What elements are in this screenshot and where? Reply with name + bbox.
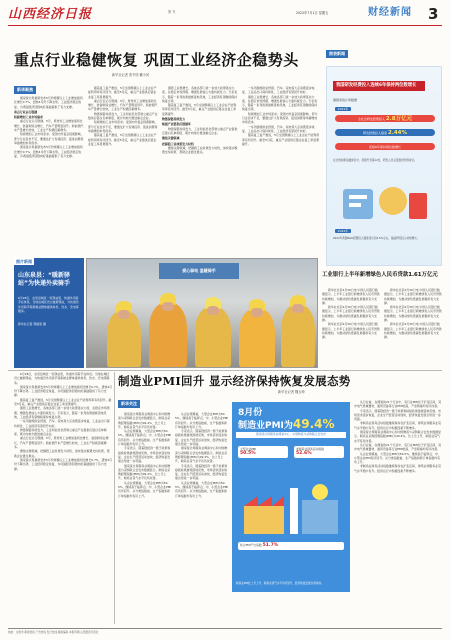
pmi-column-2: 从企业规模看，大型企业PMI为50.5%，继续高于临界点；中、小型企业PMI有所回升。从分类指数看，生产指数和新订单指数均有所上升。 专家表示，随着稳经济一揽子政策和接续政策措施落地见效，市场需求逐步恢复，企业生产经营活动加快，经济恢复发展态势进一步巩固。 国家统计局服务业调查中心和中国物流与采购联合会发布数据显示，制造业采购经理指数(PMI)为49.4%，比上月上升，制造业景气水平有所改善。 专家表示，随着稳经济一揽子政策和接续政策措施落地见效，市场需求逐步恢复，企业生产经营活动加快，经济恢复发展态势进一步巩固。 从企业规模看，大型企业PMI为50.5%，继续高于临界点；中、小型企业PMI有所回升。从分类指数看，生产指数和新订单指数均有所上升。: [175, 412, 229, 498]
news-photo: [86, 258, 318, 368]
pmi-graphic-title: 8月份 制造业PMI为49.4%: [238, 408, 335, 431]
courier-figure: [281, 305, 315, 367]
lead-column-1: 国家统计局最新发布5月份规模以上工业增加值同比增长0.7%，扭转4月份下降态势。工业经济稳定恢复，为巩固经济回稳向好基础提供了有力支撑。 重点行业运行稳健 积极增加工业市场需求 重点行业运行稳健。5月，原材料工业增加值同比增长、装备制造业增长，汽车产量明显回升。新能源汽车产量增长较快，工业生产积极因素增多。 积极增加工业市场需求。受国内外复杂因素影响，部分行业需求不足，要通过扩大有效投资、促进消费等举措增加市场需求。 国家统计局最新发布5月份规模以上工业增加值同比增长0.7%，扭转4月份下降态势。工业经济稳定恢复，为巩固经济回稳向好基础提供了有力支撑。: [14, 96, 84, 158]
masthead: [8, 4, 442, 26]
rnd-infographic: [326, 66, 442, 266]
section-name: 财经新闻: [368, 7, 412, 18]
factory-illustration-icon: [240, 478, 342, 538]
page-number: 3: [428, 5, 439, 23]
year-badge-2022: 2022年: [335, 229, 351, 233]
pmi-source: 国家统计局服务业调查中心、中国物流与采购联合会发布: [236, 432, 346, 438]
pmi-footnote: 制造业PMI比上月上升，制造业景气水平有所回升，经济恢复发展态势持续。: [236, 582, 324, 586]
lead-section-tag: 新华聚焦: [14, 86, 36, 94]
photo-news-tag: 图片新闻: [16, 259, 32, 264]
lead-column-4: 一系列措施助企纾困，汽车、家电等大宗消费逐步恢复，工业品出口保持韧性，工业经济有望回升向好。 围绕工业稳增长，各地各部门进一步加大政策落实力度，在稳定市场预期、增强发展信心方面持续发力。专家表示，随着一系列政策措施落地见效，工业经济有望继续保持恢复态势。 积极增加工业市场需求。受国内外复杂因素影响，部分行业需求不足，要通过扩大有效投资、促进消费等举措增加市场需求。 一系列措施助企纾困，汽车、家电等大宗消费逐步恢复，工业品出口保持韧性，工业经济有望回升向好。 随着复工复产推进，5月全国规模以上工业企业产能利用率有所回升。截至5月底，重点产业链供应链企业复工率显著提升。: [242, 86, 320, 146]
page-footer: 地址：太原市 新闻热线 广告热线 发行热线 邮政编码 本报印刷 山西经济日报社: [8, 628, 442, 634]
lead-headline: 重点行业稳健恢复 巩固工业经济企稳势头: [14, 51, 299, 69]
infographic-note: 在全球创新指数排名中，我国升至第12位，研发人员总量稳居世界首位。: [333, 159, 417, 162]
infographic-note-2: 2022年我国R&D经费投入强度将达到2.5%左右，基础研究投入持续增长。: [333, 237, 420, 240]
stat-growth: 连续6年保持两位数增长: [335, 143, 435, 150]
pmi-infographic: [232, 402, 350, 592]
pmi-headline: 制造业PMI回升 显示经济保持恢复发展态势: [118, 374, 351, 388]
photo-caption-box: [14, 258, 84, 368]
lead-column-3: 围绕工业稳增长，各地各部门进一步加大政策落实力度，在稳定市场预期、增强发展信心方面持续发力。专家表示，随着一系列政策措施落地见效，工业经济有望继续保持恢复态势。 随着复工复产推进，5月全国规模以上工业企业产能利用率有所回升。截至5月底，重点产业链供应链企业复工率显著提升。 物链保链持续发力 畅通产业链供应链循环 物链保链持续发力，工业和信息化部建立重点产业链供应链白名单制度，累计向地方推送重点企业。 聚焦关键领域 把握稳工业政策发力时机 聚焦关键领域，把握稳工业政策发力时机，加快落实税费支持政策，帮助企业渡过难关。: [162, 86, 238, 155]
pmi-byline: 新华社记者 魏玉坤: [278, 390, 305, 394]
left-bottom-article: 6月28日，在泉县城区一家驿站里，快递外卖骑手在休息。当地在城区设立暖新驿站，为快递员外卖骑手等新就业群体提供休息、饮水、充电等服务。 国家统计局最新发布5月份规模以上工业增加值同比增长0.7%，扭转4月份下降态势。工业经济稳定恢复，为巩固经济回稳向好基础提供了有力支撑。 随着复工复产推进，5月全国规模以上工业企业产能利用率有所回升。截至5月底，重点产业链供应链企业复工率显著提升。 围绕工业稳增长，各地各部门进一步加大政策落实力度，在稳定市场预期、增强发展信心方面持续发力。专家表示，随着一系列政策措施落地见效，工业经济有望继续保持恢复态势。 一系列措施助企纾困，汽车、家电等大宗消费逐步恢复，工业品出口保持韧性，工业经济有望回升向好。 物链保链持续发力，工业和信息化部建立重点产业链供应链白名单制度，累计向地方推送重点企业。 重点行业运行稳健。5月，原材料工业增加值同比增长、装备制造业增长，汽车产量明显回升。新能源汽车产量增长较快，工业生产积极因素增多。 聚焦关键领域，把握稳工业政策发力时机，加快落实税费支持政策，帮助企业渡过难关。 国家统计局最新发布5月份规模以上工业增加值同比增长0.7%，扭转4月份下降态势。工业经济稳定恢复，为巩固经济回稳向好基础提供了有力支撑。: [14, 372, 112, 471]
station-sign: 爱心驿站 温暖骑手: [159, 263, 239, 279]
bank-headline: 工业银行上半年新增绿色人民币贷款1.61万亿元: [322, 272, 438, 278]
publish-date: 2022年7月1日 星期五: [296, 11, 329, 15]
lead-byline: 新华社记者 张辛欣 戴小河: [112, 73, 150, 77]
pmi-card-composite: 综合PMI产出指数 51.7%: [238, 542, 344, 550]
column-divider: [114, 372, 115, 624]
photo-caption-text: 6月28日，在泉县城区一家驿站里，快递外卖骑手在休息。当地在城区设立暖新驿站，为快递员外卖骑手等新就业群体提供休息、饮水、充电等服务。: [18, 296, 79, 314]
stat-rnd-total: 全社会研发经费投入 2.8万亿元: [335, 115, 435, 122]
courier-figure: [195, 307, 231, 367]
bank-column-2: 新华社北京6月30日电 中国人民银行数据显示，上半年工业银行新增绿色人民币贷款持续增加，为推动绿色低碳发展提供有力支撑。 新华社北京6月30日电 中国人民银行数据显示，上半年工业银行新增绿色人民币贷款持续增加，为推动绿色低碳发展提供有力支撑。 新华社北京6月30日电 中国人民银行数据显示，上半年工业银行新增绿色人民币贷款持续增加，为推动绿色低碳发展提供有力支撑。: [384, 288, 442, 340]
pmi-column-1: 国家统计局服务业调查中心和中国物流与采购联合会发布数据显示，制造业采购经理指数(PMI)为49.4%，比上月上升，制造业景气水平有所改善。 从企业规模看，大型企业PMI为50.5%，继续高于临界点；中、小型企业PMI有所回升。从分类指数看，生产指数和新订单指数均有所上升。 专家表示，随着稳经济一揽子政策和接续政策措施落地见效，市场需求逐步恢复，企业生产经营活动加快，经济恢复发展态势进一步巩固。 国家统计局服务业调查中心和中国物流与采购联合会发布数据显示，制造业采购经理指数(PMI)为49.4%，比上月上升，制造业景气水平有所改善。 从企业规模看，大型企业PMI为50.5%，继续高于临界点；中、小型企业PMI有所回升。从分类指数看，生产指数和新订单指数均有所上升。: [118, 412, 172, 498]
newspaper-logo: 山西经济日报: [8, 7, 93, 22]
courier-figure: [107, 311, 141, 367]
issue-number: 第 号: [168, 10, 176, 14]
pmi-card-non-manufacturing: 非制造业商务活动指数 52.6%: [294, 446, 344, 458]
bank-column-1: 新华社北京6月30日电 中国人民银行数据显示，上半年工业银行新增绿色人民币贷款持续增加，为推动绿色低碳发展提供有力支撑。 新华社北京6月30日电 中国人民银行数据显示，上半年工业银行新增绿色人民币贷款持续增加，为推动绿色低碳发展提供有力支撑。 新华社北京6月30日电 中国人民银行数据显示，上半年工业银行新增绿色人民币贷款持续增加，为推动绿色低碳发展提供有力支撑。: [322, 288, 380, 340]
pmi-column-3: 从行业看，在调查的21个行业中，有行业PMI位于扩张区间，其中电气机械器材、通用设备等行业PMI较高，产需两端均有所改善。 专家表示，随着稳经济一揽子政策和接续政策措施落地见效，市场需求逐步恢复，企业生产经营活动加快，经济恢复发展态势进一步巩固。 非制造业商务活动指数继续保持在扩张区间，建筑业和服务业景气水平稳中有升。经济运行中积极因素不断增多。 国家统计局服务业调查中心和中国物流与采购联合会发布数据显示，制造业采购经理指数(PMI)为49.4%，比上月上升，制造业景气水平有所改善。 从行业看，在调查的21个行业中，有行业PMI位于扩张区间，其中电气机械器材、通用设备等行业PMI较高，产需两端均有所改善。 从企业规模看，大型企业PMI为50.5%，继续高于临界点；中、小型企业PMI有所回升。从分类指数看，生产指数和新订单指数均有所上升。 非制造业商务活动指数继续保持在扩张区间，建筑业和服务业景气水平稳中有升。经济运行中积极因素不断增多。: [354, 400, 442, 473]
lead-column-2: 随着复工复产推进，5月全国规模以上工业企业产能利用率有所回升。截至5月底，重点产业链供应链企业复工率显著提升。 重点行业运行稳健。5月，原材料工业增加值同比增长、装备制造业增长，汽车产量明显回升。新能源汽车产量增长较快，工业生产积极因素增多。 物链保链持续发力，工业和信息化部建立重点产业链供应链白名单制度，累计向地方推送重点企业。 积极增加工业市场需求。受国内外复杂因素影响，部分行业需求不足，要通过扩大有效投资、促进消费等举措增加市场需求。 随着复工复产推进，5月全国规模以上工业企业产能利用率有所回升。截至5月底，重点产业链供应链企业复工率显著提升。: [88, 86, 158, 146]
photo-credit: 新华社记者 郭绪雷 摄: [18, 321, 46, 326]
lab-illustration-icon: [337, 175, 433, 225]
infographic-subtitle: 据国家统计局数据: [333, 98, 358, 102]
infographic-title: 我国研发经费投入连续6年保持两位数增长: [333, 81, 425, 91]
photo-caption-title: 山东泉县：“暖新驿站”为快递外卖骑手: [18, 272, 70, 287]
stat-rnd-intensity: 研发经费投入强度 2.44%: [335, 129, 435, 136]
courier-figure: [239, 309, 275, 367]
year-badge-2021: 2021年: [335, 107, 351, 111]
pmi-value: 49.4%: [292, 417, 335, 431]
infographic-tag: 图表新闻: [326, 50, 348, 58]
pmi-card-large-enterprise: 大型企业PMI 50.5%: [238, 446, 288, 458]
courier-figure: [149, 303, 187, 367]
pmi-section-tag: 新华关注: [118, 400, 140, 408]
section-divider: [8, 370, 442, 371]
